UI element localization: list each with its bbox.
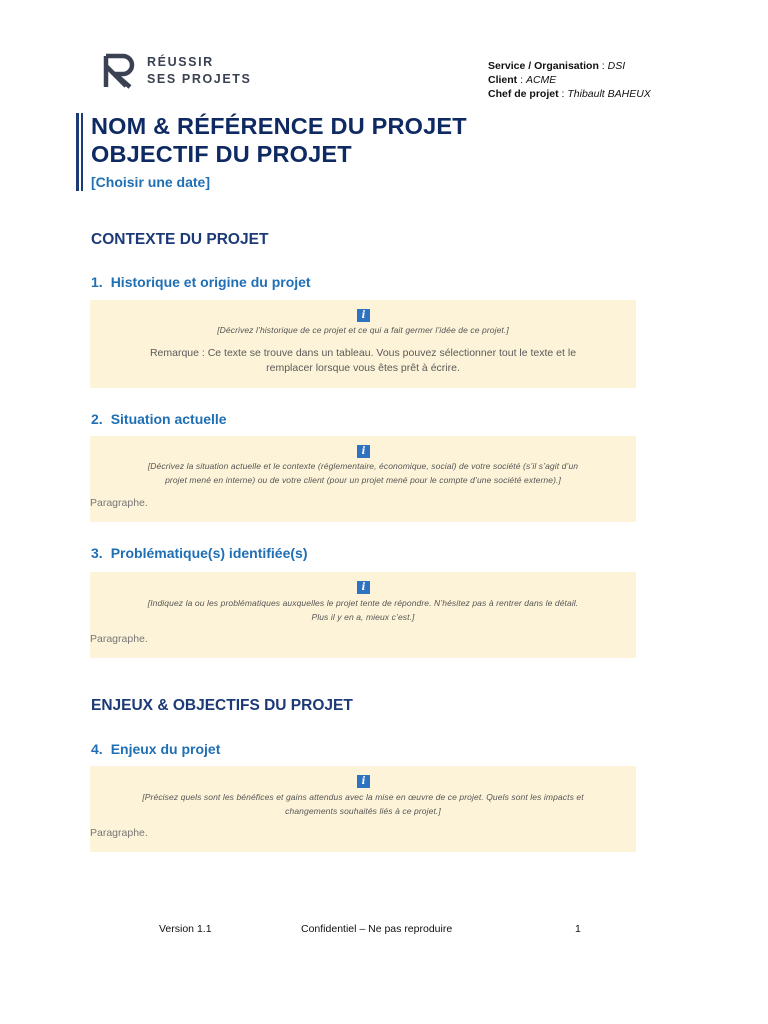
instruction-box-3[interactable] (90, 572, 636, 658)
info-icon: i (357, 581, 370, 594)
instruction-line: changements souhaités liés à ce projet.] (285, 806, 441, 816)
subsection-heading-3 (91, 545, 308, 561)
instruction-box-1[interactable] (90, 300, 636, 388)
instruction-box-2[interactable] (90, 436, 636, 522)
paragraph-placeholder[interactable]: Paragraphe. (90, 827, 148, 839)
meta-chef-projet: Chef de projet : Thibault BAHEUX (488, 88, 651, 100)
footer-confidential: Confidentiel – Ne pas reproduire (301, 923, 453, 935)
date-picker[interactable]: [Choisir une date] (91, 174, 211, 190)
subsection-number: 1. (91, 274, 103, 290)
rs-logo-icon (103, 53, 139, 89)
footer-page-number: 1 (575, 923, 581, 935)
paragraph-placeholder[interactable]: Paragraphe. (90, 633, 148, 645)
logo-text (147, 54, 251, 88)
paragraph-placeholder[interactable]: Paragraphe. (90, 497, 148, 509)
instruction-text: [Décrivez l’historique de ce projet et ce qui a fait germer l’idée de ce projet.] (217, 325, 509, 335)
logo-line-1: RÉUSSIR (147, 55, 214, 69)
subsection-number: 2. (91, 411, 103, 427)
subsection-title: Situation actuelle (110, 411, 227, 427)
subsection-title: Problématique(s) identifiée(s) (110, 545, 308, 561)
remark-line: remplacer lorsque vous êtes prêt à écrire. (266, 362, 460, 374)
instruction-text (90, 459, 636, 487)
subsection-heading-4 (91, 741, 220, 757)
subsection-heading-1 (91, 274, 311, 290)
remark-text (90, 346, 636, 376)
instruction-line: projet mené en interne) ou de votre client (pour un projet mené pour le compte d’une société externe).] (165, 475, 561, 485)
title-line-1: NOM & RÉFÉRENCE DU PROJET (91, 113, 467, 139)
meta-label: Client (488, 74, 518, 86)
footer-version: Version 1.1 (159, 923, 212, 935)
remark-line: Remarque : Ce texte se trouve dans un tableau. Vous pouvez sélectionner tout le texte et le (149, 347, 577, 359)
info-icon: i (357, 445, 370, 458)
section-heading-enjeux: ENJEUX & OBJECTIFS DU PROJET (91, 697, 353, 714)
instruction-line: [Indiquez la ou les problématiques auxquelles le projet tente de répondre. N’hésitez pas à rentrer dans le détail. (147, 598, 579, 608)
meta-label: Service / Organisation (488, 60, 599, 72)
info-icon: i (357, 309, 370, 322)
meta-label: Chef de projet (488, 88, 559, 100)
title-accent-bars (76, 113, 83, 191)
meta-value[interactable]: ACME (525, 74, 557, 86)
instruction-line: [Décrivez la situation actuelle et le contexte (réglementaire, économique, social) de votre société (s’il s’agit d’un (147, 461, 579, 471)
title-line-2: OBJECTIF DU PROJET (91, 141, 352, 167)
section-heading-contexte: CONTEXTE DU PROJET (91, 231, 269, 248)
instruction-text (90, 790, 636, 818)
instruction-text (90, 596, 636, 624)
instruction-line: [Précisez quels sont les bénéfices et gains attendus avec la mise en œuvre de ce projet. Quels sont les impacts et (142, 792, 584, 802)
subsection-number: 3. (91, 545, 103, 561)
accent-bar (81, 113, 83, 191)
subsection-heading-2 (91, 411, 227, 427)
subsection-number: 4. (91, 741, 103, 757)
meta-client: Client : ACME (488, 74, 557, 86)
document-title[interactable] (91, 112, 467, 168)
info-icon: i (357, 775, 370, 788)
instruction-line: Plus il y en a, mieux c’est.] (311, 612, 415, 622)
accent-bar (76, 113, 79, 191)
project-meta (488, 59, 651, 101)
subsection-title: Enjeux du projet (110, 741, 221, 757)
meta-service: Service / Organisation : DSI (488, 60, 626, 72)
instruction-box-4[interactable] (90, 766, 636, 852)
subsection-title: Historique et origine du projet (110, 274, 311, 290)
logo (103, 51, 263, 91)
meta-value[interactable]: DSI (607, 60, 626, 72)
logo-line-2: SES PROJETS (147, 72, 252, 86)
meta-value[interactable]: Thibault BAHEUX (567, 88, 651, 100)
